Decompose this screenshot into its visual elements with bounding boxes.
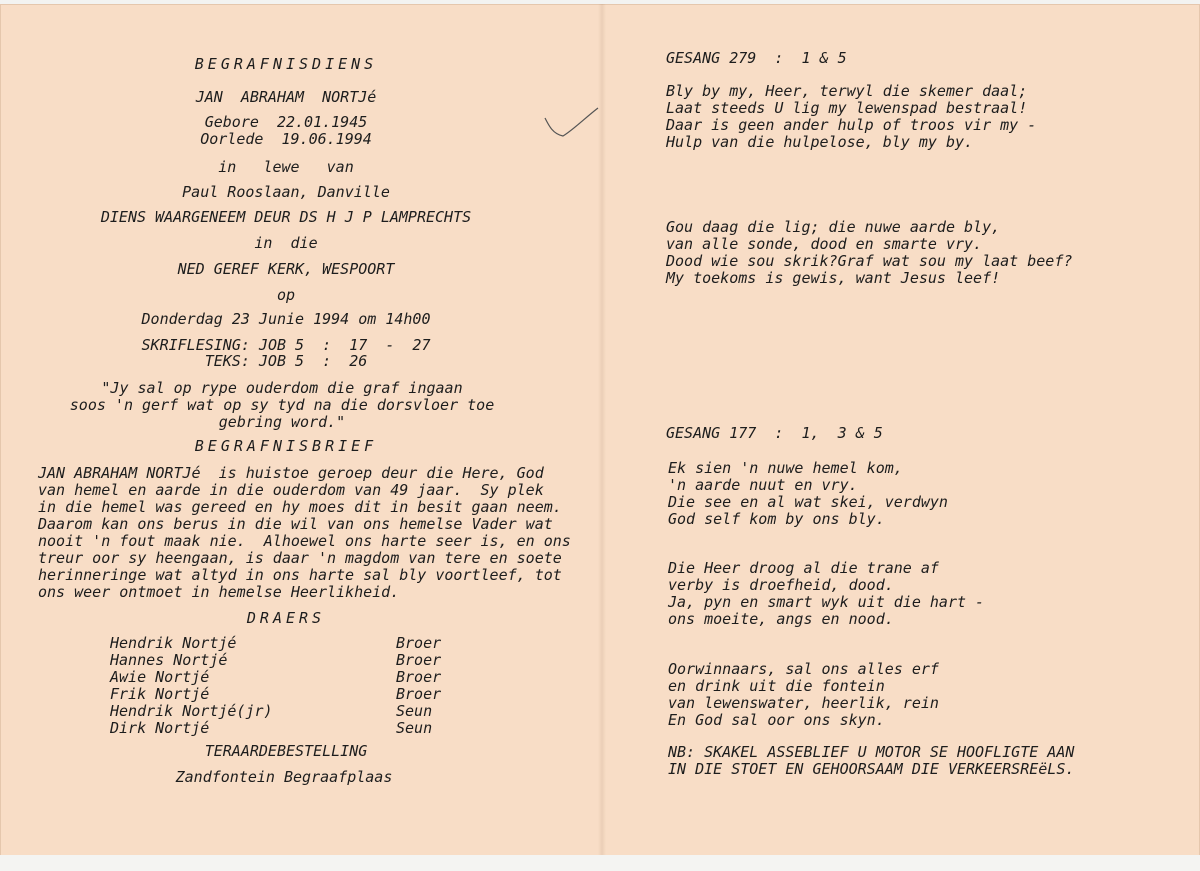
bearer-name: Hannes Nortjé — [110, 651, 228, 669]
quote-line: gebring word." — [218, 413, 346, 431]
birth-date: Gebore 22.01.1945 — [204, 113, 368, 131]
letter-line: in die hemel was gereed en hy moes dit in besit gaan neem. — [38, 498, 562, 516]
officiant: DIENS WAARGENEEM DEUR DS H J P LAMPRECHTS — [100, 208, 472, 226]
church-name: NED GEREF KERK, WESPOORT — [177, 260, 395, 278]
hymn-line: Daar is geen ander hulp of troos vir my - — [666, 116, 1037, 134]
bearer-relation: Broer — [396, 651, 442, 669]
scripture-reading: SKRIFLESING: JOB 5 : 17 - 27 — [141, 336, 431, 354]
hymn-line: Ek sien 'n nuwe hemel kom, — [668, 459, 903, 477]
hymn-line: 'n aarde nuut en vry. — [668, 476, 858, 494]
hymn-line: Ja, pyn en smart wyk uit die hart - — [668, 593, 985, 611]
hymn-line: Bly by my, Heer, terwyl die skemer daal; — [666, 82, 1028, 100]
quote-line: soos 'n gerf wat op sy tyd na die dorsvloer toe — [69, 396, 495, 414]
hymn-279-title: GESANG 279 : 1 & 5 — [666, 49, 847, 67]
bearer-relation: Broer — [396, 634, 442, 652]
letter-line: herinneringe wat altyd in ons harte sal bly voortleef, tot — [38, 566, 562, 584]
hymn-line: ons moeite, angs en nood. — [668, 610, 894, 628]
letter-line: nooit 'n fout maak nie. Alhoewel ons harte seer is, en ons — [38, 532, 571, 550]
lived-in-label: in lewe van — [218, 158, 354, 176]
bearer-name: Hendrik Nortjé — [110, 634, 237, 652]
hymn-line: En God sal oor ons skyn. — [668, 711, 885, 729]
hymn-line: van lewenswater, heerlik, rein — [668, 694, 939, 712]
hymn-line: God self kom by ons bly. — [668, 510, 885, 528]
hymn-line: Oorwinnaars, sal ons alles erf — [668, 660, 939, 678]
sermon-text: TEKS: JOB 5 : 26 — [204, 352, 368, 370]
death-date: Oorlede 19.06.1994 — [200, 130, 372, 148]
address: Paul Rooslaan, Danville — [182, 183, 390, 201]
scan-margin — [0, 855, 1200, 871]
on-label: op — [276, 286, 296, 304]
hymn-line: Laat steeds U lig my lewenspad bestraal! — [666, 99, 1028, 117]
hymn-line: Die see en al wat skei, verdwyn — [668, 493, 948, 511]
hymn-line: Hulp van die hulpelose, bly my by. — [666, 133, 974, 151]
service-heading: BEGRAFNISDIENS — [194, 55, 378, 73]
quote-line: "Jy sal op rype ouderdom die graf ingaan — [101, 379, 463, 397]
hymn-line: en drink uit die fontein — [668, 677, 885, 695]
bearer-name: Hendrik Nortjé(jr) — [110, 702, 273, 720]
bearers-heading: DRAERS — [246, 609, 326, 627]
bearer-name: Dirk Nortjé — [110, 719, 210, 737]
bearer-name: Frik Nortjé — [110, 685, 210, 703]
letter-line: ons weer ontmoet in hemelse Heerlikheid. — [38, 583, 400, 601]
letter-line: Daarom kan ons berus in die wil van ons hemelse Vader wat — [38, 515, 553, 533]
burial-heading: TERAARDEBESTELLING — [204, 742, 368, 760]
bearer-relation: Seun — [396, 719, 433, 737]
letter-heading: BEGRAFNISBRIEF — [194, 437, 378, 455]
letter-line: treur oor sy heengaan, is daar 'n magdom van tere en soete — [38, 549, 562, 567]
bearer-relation: Broer — [396, 685, 442, 703]
bearer-name: Awie Nortjé — [110, 668, 210, 686]
letter-line: JAN ABRAHAM NORTJé is huistoe geroep deur die Here, God — [38, 464, 544, 482]
bearer-relation: Broer — [396, 668, 442, 686]
hymn-177-title: GESANG 177 : 1, 3 & 5 — [666, 424, 883, 442]
cemetery-name: Zandfontein Begraafplaas — [175, 768, 393, 786]
letter-line: van hemel en aarde in die ouderdom van 49 jaar. Sy plek — [38, 481, 544, 499]
bearer-relation: Seun — [396, 702, 433, 720]
hymn-line: van alle sonde, dood en smarte vry. — [666, 235, 983, 253]
service-date: Donderdag 23 Junie 1994 om 14h00 — [141, 310, 431, 328]
hymn-line: Gou daag die lig; die nuwe aarde bly, — [666, 218, 1001, 236]
deceased-name: JAN ABRAHAM NORTJé — [195, 88, 377, 106]
program-sheet — [0, 4, 1200, 862]
hymn-line: Dood wie sou skrik?Graf wat sou my laat beef? — [666, 252, 1073, 270]
hymn-line: Die Heer droog al die trane af — [668, 559, 939, 577]
hymn-line: My toekoms is gewis, want Jesus leef! — [666, 269, 1001, 287]
hymn-line: verby is droefheid, dood. — [668, 576, 894, 594]
headlights-notice: IN DIE STOET EN GEHOORSAAM DIE VERKEERSREëLS. — [668, 760, 1075, 778]
in-the-label: in die — [254, 234, 318, 252]
pen-checkmark — [543, 104, 603, 144]
headlights-notice: NB: SKAKEL ASSEBLIEF U MOTOR SE HOOFLIGTE AAN — [668, 743, 1075, 761]
